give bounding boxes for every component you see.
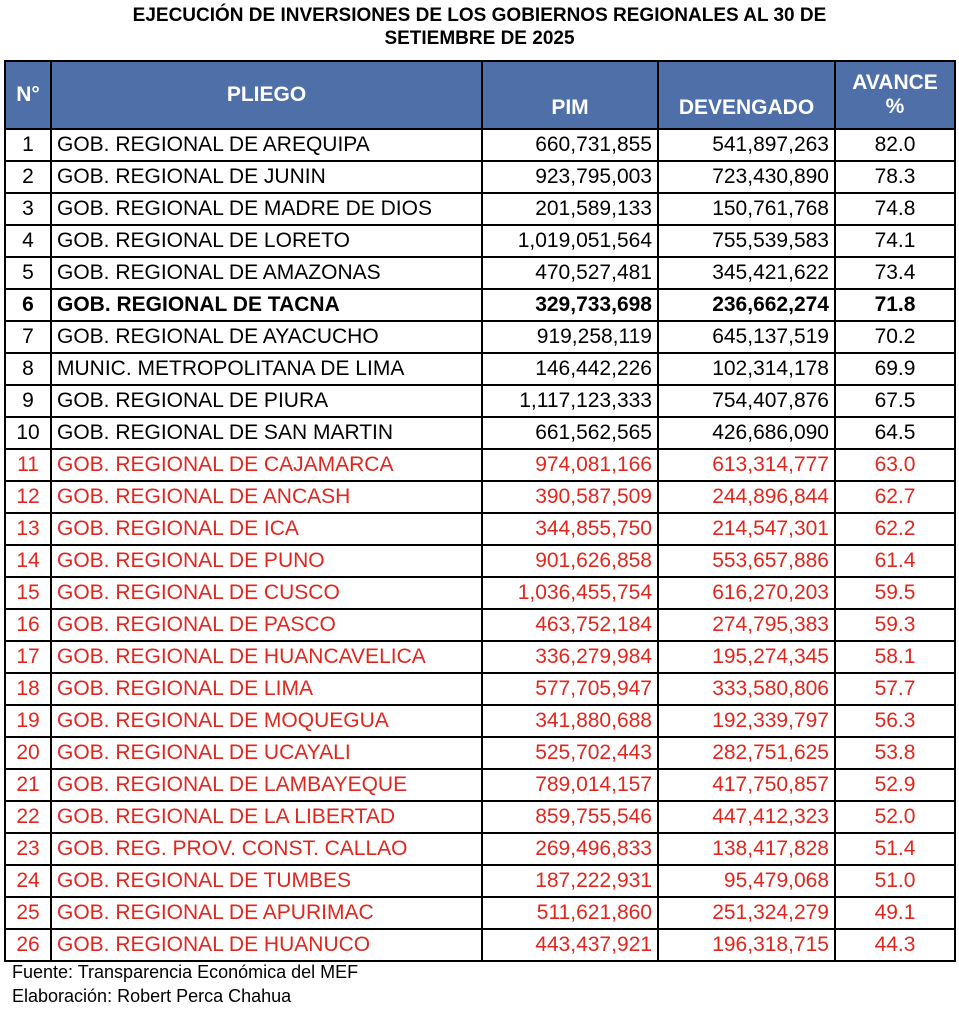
row-number: 19 (5, 705, 51, 737)
row-pim: 390,587,509 (482, 481, 658, 513)
row-devengado: 333,580,806 (658, 673, 835, 705)
table-row (5, 705, 955, 737)
row-pliego: GOB. REGIONAL DE SAN MARTIN (51, 417, 482, 449)
row-pliego: GOB. REGIONAL DE AMAZONAS (51, 257, 482, 289)
row-pliego: GOB. REGIONAL DE APURIMAC (51, 897, 482, 929)
row-devengado: 244,896,844 (658, 481, 835, 513)
row-avance: 51.4 (835, 833, 955, 865)
table-row (5, 577, 955, 609)
row-avance: 74.8 (835, 193, 955, 225)
table-row (5, 673, 955, 705)
row-number: 17 (5, 641, 51, 673)
row-number: 10 (5, 417, 51, 449)
table-row (5, 513, 955, 545)
table-row (5, 833, 955, 865)
table-row (5, 769, 955, 801)
row-devengado: 195,274,345 (658, 641, 835, 673)
row-avance: 59.5 (835, 577, 955, 609)
row-avance: 57.7 (835, 673, 955, 705)
row-pliego: GOB. REGIONAL DE PIURA (51, 385, 482, 417)
footer-author: Elaboración: Robert Perca Chahua (12, 986, 292, 1006)
row-pim: 511,621,860 (482, 897, 658, 929)
row-devengado: 616,270,203 (658, 577, 835, 609)
row-pliego: GOB. REGIONAL DE LORETO (51, 225, 482, 257)
row-devengado: 417,750,857 (658, 769, 835, 801)
row-avance: 49.1 (835, 897, 955, 929)
row-avance: 52.0 (835, 801, 955, 833)
row-pim: 525,702,443 (482, 737, 658, 769)
row-devengado: 754,407,876 (658, 385, 835, 417)
row-avance: 62.2 (835, 513, 955, 545)
table-row (5, 321, 955, 353)
row-pliego: MUNIC. METROPOLITANA DE LIMA (51, 353, 482, 385)
row-devengado: 95,479,068 (658, 865, 835, 897)
row-pim: 146,442,226 (482, 353, 658, 385)
row-avance: 70.2 (835, 321, 955, 353)
row-number: 9 (5, 385, 51, 417)
row-pim: 789,014,157 (482, 769, 658, 801)
row-pim: 859,755,546 (482, 801, 658, 833)
row-number: 20 (5, 737, 51, 769)
table-row (5, 193, 955, 225)
row-number: 18 (5, 673, 51, 705)
row-avance: 78.3 (835, 161, 955, 193)
row-pliego: GOB. REGIONAL DE LIMA (51, 673, 482, 705)
row-number: 23 (5, 833, 51, 865)
row-pim: 329,733,698 (482, 289, 658, 321)
row-avance: 62.7 (835, 481, 955, 513)
header-avance-unit: % (885, 95, 905, 118)
row-avance: 52.9 (835, 769, 955, 801)
row-number: 4 (5, 225, 51, 257)
row-pim: 470,527,481 (482, 257, 658, 289)
header-devengado: DEVENGADO (658, 61, 835, 129)
row-number: 11 (5, 449, 51, 481)
row-devengado: 192,339,797 (658, 705, 835, 737)
row-avance: 63.0 (835, 449, 955, 481)
row-avance: 82.0 (835, 129, 955, 161)
row-pim: 1,036,455,754 (482, 577, 658, 609)
row-avance: 59.3 (835, 609, 955, 641)
row-pim: 341,880,688 (482, 705, 658, 737)
row-number: 2 (5, 161, 51, 193)
table-header-row (5, 61, 955, 129)
row-avance: 73.4 (835, 257, 955, 289)
row-pliego: GOB. REGIONAL DE MADRE DE DIOS (51, 193, 482, 225)
row-pliego: GOB. REGIONAL DE CAJAMARCA (51, 449, 482, 481)
row-pim: 1,117,123,333 (482, 385, 658, 417)
row-pim: 336,279,984 (482, 641, 658, 673)
row-devengado: 613,314,777 (658, 449, 835, 481)
table-row (5, 385, 955, 417)
table-row (5, 929, 955, 961)
row-number: 13 (5, 513, 51, 545)
row-avance: 64.5 (835, 417, 955, 449)
row-pim: 201,589,133 (482, 193, 658, 225)
row-number: 12 (5, 481, 51, 513)
row-pliego: GOB. REGIONAL DE TUMBES (51, 865, 482, 897)
row-pliego: GOB. REGIONAL DE LA LIBERTAD (51, 801, 482, 833)
row-pim: 660,731,855 (482, 129, 658, 161)
row-avance: 58.1 (835, 641, 955, 673)
row-number: 3 (5, 193, 51, 225)
row-devengado: 447,412,323 (658, 801, 835, 833)
row-avance: 69.9 (835, 353, 955, 385)
row-pim: 661,562,565 (482, 417, 658, 449)
row-devengado: 755,539,583 (658, 225, 835, 257)
row-pim: 269,496,833 (482, 833, 658, 865)
table-row (5, 897, 955, 929)
row-pim: 901,626,858 (482, 545, 658, 577)
table-body (5, 129, 955, 961)
row-number: 1 (5, 129, 51, 161)
row-devengado: 138,417,828 (658, 833, 835, 865)
table-row (5, 801, 955, 833)
row-number: 26 (5, 929, 51, 961)
table-row (5, 545, 955, 577)
row-number: 21 (5, 769, 51, 801)
row-pliego: GOB. REGIONAL DE ICA (51, 513, 482, 545)
row-pliego: GOB. REGIONAL DE PUNO (51, 545, 482, 577)
row-avance: 61.4 (835, 545, 955, 577)
row-avance: 51.0 (835, 865, 955, 897)
row-devengado: 541,897,263 (658, 129, 835, 161)
row-devengado: 236,662,274 (658, 289, 835, 321)
row-devengado: 214,547,301 (658, 513, 835, 545)
row-pliego: GOB. REGIONAL DE PASCO (51, 609, 482, 641)
row-devengado: 645,137,519 (658, 321, 835, 353)
title-line-2: SETIEMBRE DE 2025 (384, 28, 575, 49)
row-pim: 187,222,931 (482, 865, 658, 897)
row-devengado: 723,430,890 (658, 161, 835, 193)
row-number: 14 (5, 545, 51, 577)
footer-source: Fuente: Transparencia Económica del MEF (12, 962, 359, 982)
row-number: 22 (5, 801, 51, 833)
row-pim: 463,752,184 (482, 609, 658, 641)
row-pim: 443,437,921 (482, 929, 658, 961)
table-row (5, 449, 955, 481)
row-pim: 344,855,750 (482, 513, 658, 545)
row-devengado: 196,318,715 (658, 929, 835, 961)
row-number: 7 (5, 321, 51, 353)
row-devengado: 553,657,886 (658, 545, 835, 577)
row-pliego: GOB. REGIONAL DE MOQUEGUA (51, 705, 482, 737)
header-pliego: PLIEGO (51, 61, 482, 129)
row-devengado: 345,421,622 (658, 257, 835, 289)
row-pliego: GOB. REGIONAL DE ANCASH (51, 481, 482, 513)
row-pim: 1,019,051,564 (482, 225, 658, 257)
table-row (5, 161, 955, 193)
row-avance: 67.5 (835, 385, 955, 417)
row-pliego: GOB. REGIONAL DE JUNIN (51, 161, 482, 193)
row-pim: 974,081,166 (482, 449, 658, 481)
row-number: 25 (5, 897, 51, 929)
row-devengado: 251,324,279 (658, 897, 835, 929)
investment-table (4, 60, 956, 962)
title-line-1: EJECUCIÓN DE INVERSIONES DE LOS GOBIERNOS REGIONALES AL 30 DE (132, 5, 827, 26)
footer (12, 960, 358, 1008)
row-pliego: GOB. REGIONAL DE UCAYALI (51, 737, 482, 769)
row-devengado: 282,751,625 (658, 737, 835, 769)
row-pliego: GOB. REGIONAL DE HUANUCO (51, 929, 482, 961)
row-pliego: GOB. REGIONAL DE LAMBAYEQUE (51, 769, 482, 801)
row-devengado: 426,686,090 (658, 417, 835, 449)
header-pim: PIM (482, 61, 658, 129)
row-pliego: GOB. REGIONAL DE AREQUIPA (51, 129, 482, 161)
table-row (5, 353, 955, 385)
row-number: 16 (5, 609, 51, 641)
row-devengado: 274,795,383 (658, 609, 835, 641)
table-row (5, 737, 955, 769)
table-row (5, 609, 955, 641)
row-pim: 919,258,119 (482, 321, 658, 353)
row-pim: 577,705,947 (482, 673, 658, 705)
row-pliego: GOB. REG. PROV. CONST. CALLAO (51, 833, 482, 865)
table-row (5, 641, 955, 673)
row-avance: 53.8 (835, 737, 955, 769)
row-pliego: GOB. REGIONAL DE CUSCO (51, 577, 482, 609)
row-number: 5 (5, 257, 51, 289)
row-avance: 74.1 (835, 225, 955, 257)
table-row (5, 417, 955, 449)
row-avance: 56.3 (835, 705, 955, 737)
header-number: N° (5, 61, 51, 129)
page-title (0, 4, 959, 50)
row-pim: 923,795,003 (482, 161, 658, 193)
table-row (5, 289, 955, 321)
table-row (5, 225, 955, 257)
row-avance: 44.3 (835, 929, 955, 961)
row-number: 8 (5, 353, 51, 385)
table-row (5, 257, 955, 289)
row-number: 15 (5, 577, 51, 609)
table-row (5, 129, 955, 161)
row-devengado: 102,314,178 (658, 353, 835, 385)
row-number: 6 (5, 289, 51, 321)
header-avance-label: AVANCE (852, 71, 938, 94)
row-pliego: GOB. REGIONAL DE HUANCAVELICA (51, 641, 482, 673)
row-pliego: GOB. REGIONAL DE TACNA (51, 289, 482, 321)
row-avance: 71.8 (835, 289, 955, 321)
header-avance (835, 61, 955, 129)
table-row (5, 481, 955, 513)
table-row (5, 865, 955, 897)
row-number: 24 (5, 865, 51, 897)
row-devengado: 150,761,768 (658, 193, 835, 225)
row-pliego: GOB. REGIONAL DE AYACUCHO (51, 321, 482, 353)
